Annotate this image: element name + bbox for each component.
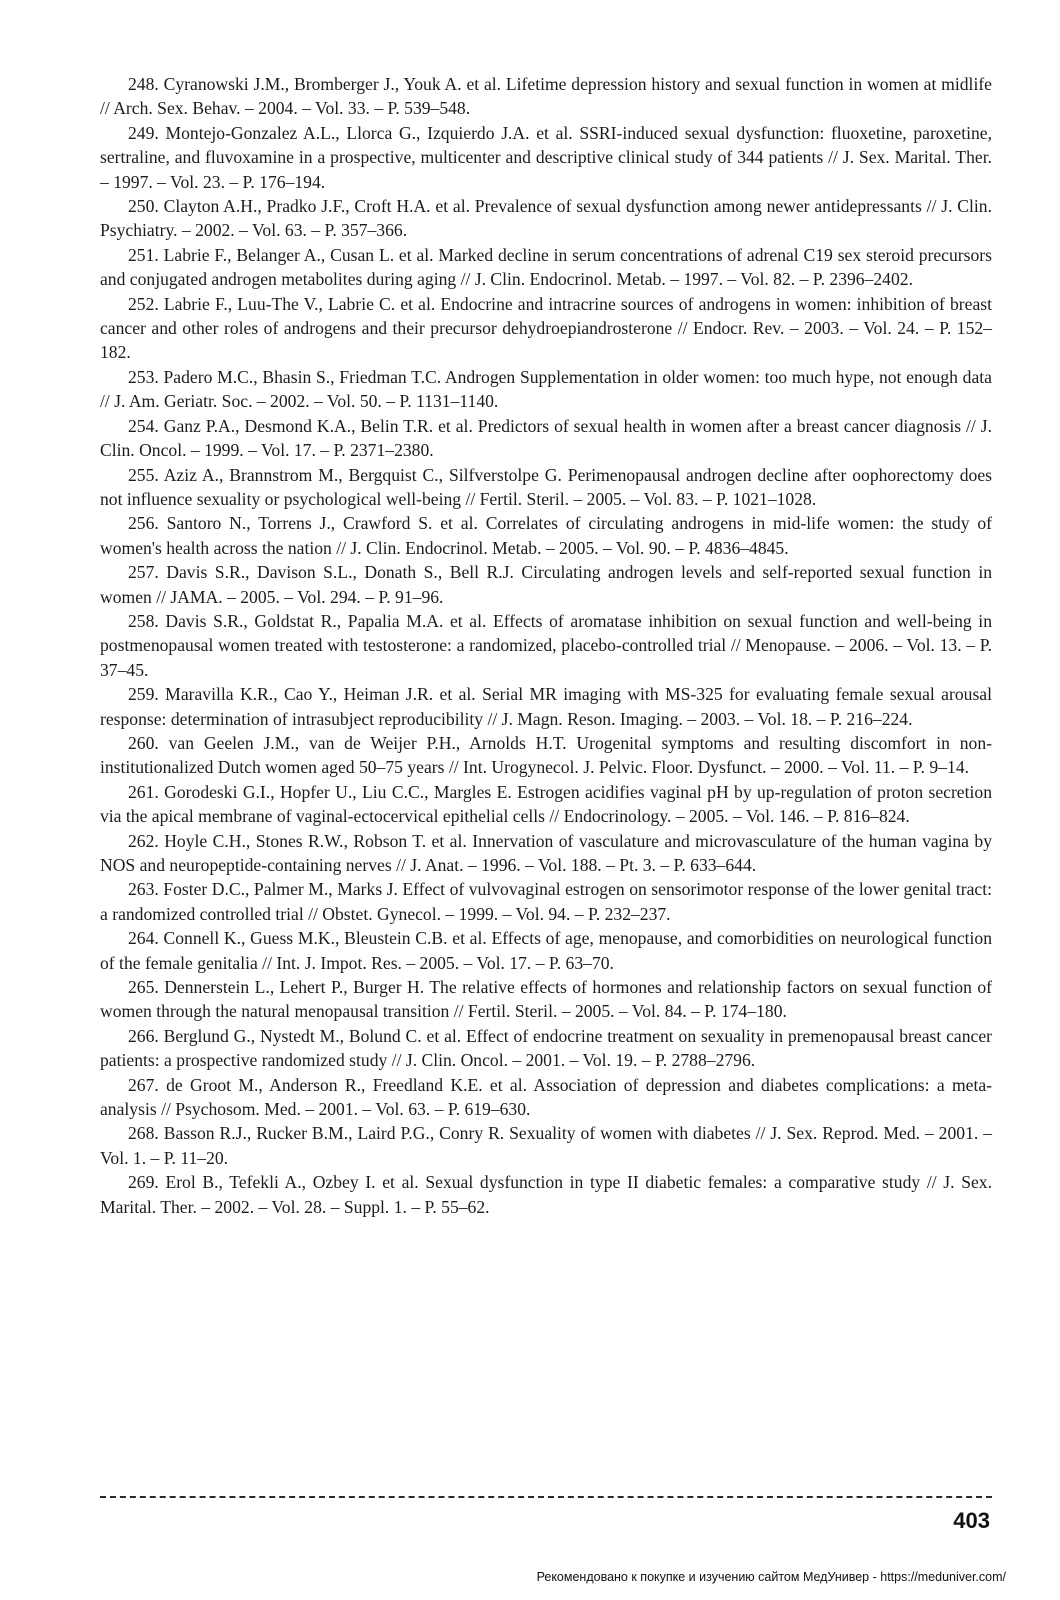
reference-item: 255. Aziz A., Brannstrom M., Bergquist C., Silfverstolpe G. Perimenopausal androgen decline after oophorectomy does not influence sexuality or psychological well-being // Fertil. Steril. – 2005. – Vol. 83. – P. 1021–1028.	[100, 464, 992, 509]
reference-item: 257. Davis S.R., Davison S.L., Donath S., Bell R.J. Circulating androgen levels and self-reported sexual function in women // JAMA. – 2005. – Vol. 294. – P. 91–96.	[100, 562, 992, 607]
reference-item: 248. Cyranowski J.M., Bromberger J., Youk A. et al. Lifetime depression history and sexual function in women at midlife // Arch. Sex. Behav. – 2004. – Vol. 33. – P. 539–548.	[100, 74, 992, 119]
reference-item: 256. Santoro N., Torrens J., Crawford S. et al. Correlates of circulating androgens in mid-life women: the study of women's health across the nation // J. Clin. Endocrinol. Metab. – 2005. – Vol. 90. – P. 4836–4845.	[100, 513, 992, 558]
reference-item: 252. Labrie F., Luu-The V., Labrie C. et al. Endocrine and intracrine sources of androgens in women: inhibition of breast cancer and other roles of androgens and their precursor dehydroepiandrosterone // Endocr. Rev. – 2003. – Vol. 24. – P. 152–182.	[100, 293, 992, 363]
footer-divider	[100, 1496, 992, 1498]
reference-item: 249. Montejo-Gonzalez A.L., Llorca G., Izquierdo J.A. et al. SSRI-induced sexual dysfunction: fluoxetine, paroxetine, sertraline, and fluvoxamine in a prospective, multicenter and descriptive clinical study of 344 patients // J. Sex. Marital. Ther. – 1997. – Vol. 23. – P. 176–194.	[100, 122, 992, 192]
reference-item: 268. Basson R.J., Rucker B.M., Laird P.G., Conry R. Sexuality of women with diabetes // J. Sex. Reprod. Med. – 2001. – Vol. 1. – P. 11–20.	[100, 1123, 992, 1168]
reference-item: 260. van Geelen J.M., van de Weijer P.H., Arnolds H.T. Urogenital symptoms and resulting discomfort in non-institutionalized Dutch women aged 50–75 years // Int. Urogynecol. J. Pelvic. Floor. Dysfunct. – 2000. – Vol. 11. – P. 9–14.	[100, 732, 992, 778]
reference-item: 251. Labrie F., Belanger A., Cusan L. et al. Marked decline in serum concentrations of adrenal C19 sex steroid precursors and conjugated androgen metabolites during aging // J. Clin. Endocrinol. Metab. – 1997. – Vol. 82. – P. 2396–2402.	[100, 244, 992, 290]
watermark-text: Рекомендовано к покупке и изучению сайтом МедУнивер - https://meduniver.com/	[536, 1570, 1006, 1584]
reference-item: 269. Erol B., Tefekli A., Ozbey I. et al. Sexual dysfunction in type II diabetic females: a comparative study // J. Sex. Marital. Ther. – 2002. – Vol. 28. – Suppl. 1. – P. 55–62.	[100, 1172, 992, 1217]
reference-item: 259. Maravilla K.R., Cao Y., Heiman J.R. et al. Serial MR imaging with MS-325 for evaluating female sexual arousal response: determination of intrasubject reproducibility // J. Magn. Reson. Imaging. – 2003. – Vol. 18. – P. 216–224.	[100, 684, 992, 729]
reference-list	[100, 72, 992, 1219]
reference-item: 267. de Groot M., Anderson R., Freedland K.E. et al. Association of depression and diabetes complications: a meta-analysis // Psychosom. Med. – 2001. – Vol. 63. – P. 619–630.	[100, 1074, 992, 1120]
reference-item: 263. Foster D.C., Palmer M., Marks J. Effect of vulvovaginal estrogen on sensorimotor response of the lower genital tract: a randomized controlled trial // Obstet. Gynecol. – 1999. – Vol. 94. – P. 232–237.	[100, 879, 992, 924]
reference-item: 262. Hoyle C.H., Stones R.W., Robson T. et al. Innervation of vasculature and microvasculature of the human vagina by NOS and neuropeptide-containing nerves // J. Anat. – 1996. – Vol. 188. – Pt. 3. – P. 633–644.	[100, 830, 992, 875]
reference-item: 258. Davis S.R., Goldstat R., Papalia M.A. et al. Effects of aromatase inhibition on sexual function and well-being in postmenopausal women treated with testosterone: a randomized, placebo-controlled trial // Menopause. – 2006. – Vol. 13. – P. 37–45.	[100, 610, 992, 680]
reference-item: 264. Connell K., Guess M.K., Bleustein C.B. et al. Effects of age, menopause, and comorbidities on neurological function of the female genitalia // Int. J. Impot. Res. – 2005. – Vol. 17. – P. 63–70.	[100, 928, 992, 973]
reference-item: 254. Ganz P.A., Desmond K.A., Belin T.R. et al. Predictors of sexual health in women after a breast cancer diagnosis // J. Clin. Oncol. – 1999. – Vol. 17. – P. 2371–2380.	[100, 415, 992, 461]
reference-item: 261. Gorodeski G.I., Hopfer U., Liu C.C., Margles E. Estrogen acidifies vaginal pH by up-regulation of proton secretion via the apical membrane of vaginal-ectocervical epithelial cells // Endocrinology. – 2005. – Vol. 146. – P. 816–824.	[100, 781, 992, 827]
reference-item: 266. Berglund G., Nystedt M., Bolund C. et al. Effect of endocrine treatment on sexuality in premenopausal breast cancer patients: a prospective randomized study // J. Clin. Oncol. – 2001. – Vol. 19. – P. 2788–2796.	[100, 1025, 992, 1071]
page-number: 403	[953, 1508, 990, 1533]
reference-item: 250. Clayton A.H., Pradko J.F., Croft H.A. et al. Prevalence of sexual dysfunction among newer antidepressants // J. Clin. Psychiatry. – 2002. – Vol. 63. – P. 357–366.	[100, 196, 992, 241]
reference-item: 265. Dennerstein L., Lehert P., Burger H. The relative effects of hormones and relationship factors on sexual function of women through the natural menopausal transition // Fertil. Steril. – 2005. – Vol. 84. – P. 174–180.	[100, 977, 992, 1022]
reference-item: 253. Padero M.C., Bhasin S., Friedman T.C. Androgen Supplementation in older women: too much hype, not enough data // J. Am. Geriatr. Soc. – 2002. – Vol. 50. – P. 1131–1140.	[100, 366, 992, 412]
